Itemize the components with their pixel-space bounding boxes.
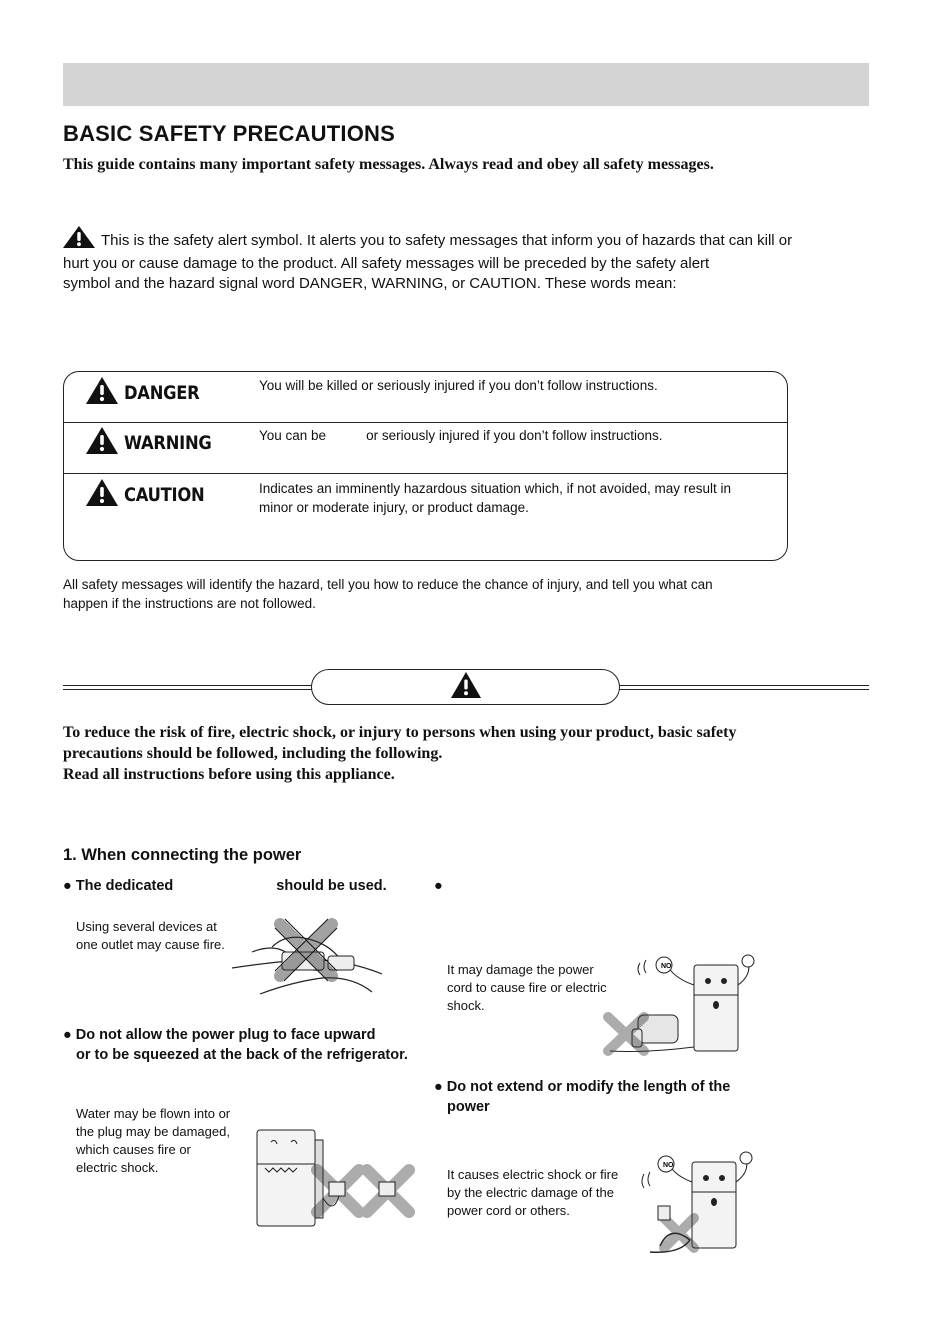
note-line-1: All safety messages will identify the hazard, tell you how to reduce the chance of injury, and tell you what can [63, 577, 713, 592]
warning-desc-part-b: or seriously injured if you don’t follow instructions. [366, 428, 663, 443]
fridge-back-plug-illustration [255, 1128, 415, 1233]
bullet-dot: ● [434, 878, 443, 894]
note-line: shock. [447, 998, 485, 1013]
intro-text: This guide contains many important safety messages. Always read and obey all safety messages. [63, 156, 714, 173]
header-bar [63, 63, 869, 106]
box-divider [64, 473, 787, 474]
bullet-text: or to be squeezed at the back of the refrigerator. [76, 1047, 408, 1063]
note-several-devices [76, 918, 236, 954]
multi-outlet-illustration [232, 912, 382, 1007]
bullet-dot: ● [63, 878, 76, 894]
note-line: cord to cause fire or electric [447, 980, 607, 995]
signal-word-warning: WARNING [124, 432, 212, 454]
warning-header-pill [311, 669, 620, 705]
no-label: NO [663, 1162, 674, 1169]
note-line: It may damage the power [447, 962, 594, 977]
bullet-extend-cord [434, 1077, 784, 1117]
hazard-identification-note [63, 575, 783, 613]
fridge-character-cord-illustration [640, 1154, 755, 1264]
bullet-dedicated-outlet [63, 876, 423, 896]
reduce-line-3: Read all instructions before using this appliance. [63, 766, 395, 783]
reduce-line-1: To reduce the risk of fire, electric shock, or injury to persons when using your product, basic safety [63, 724, 737, 741]
note-line: Water may be flown into or [76, 1106, 231, 1121]
note-line: Using several devices at [76, 919, 217, 934]
section-title: 1. When connecting the power [63, 846, 302, 864]
separator-line [63, 689, 313, 690]
note-line-2: happen if the instructions are not followed. [63, 596, 316, 611]
reduce-line-2: precautions should be followed, including the following. [63, 745, 443, 762]
no-label: NO [661, 963, 672, 970]
bullet-power-plug [63, 1025, 433, 1065]
note-damage-cord [447, 961, 622, 1015]
note-line: by the electric damage of the [447, 1185, 614, 1200]
caution-desc-line-1: Indicates an imminently hazardous situation which, if not avoided, may result in [259, 481, 731, 496]
warning-triangle-icon [86, 479, 118, 511]
warning-triangle-icon [86, 427, 118, 459]
box-divider [64, 422, 787, 423]
note-line: electric shock. [76, 1160, 159, 1175]
note-line: the plug may be damaged, [76, 1124, 230, 1139]
alert-symbol-paragraph [63, 226, 843, 294]
signal-word-danger: DANGER [124, 382, 200, 404]
warning-description [259, 426, 769, 445]
note-electric-shock [447, 1166, 637, 1220]
signal-words-box [63, 371, 788, 561]
danger-description: You will be killed or seriously injured if you don’t follow instructions. [259, 378, 658, 393]
bullet-dot: ● [434, 1079, 447, 1095]
bullet-text: Do not extend or modify the length of the [446, 1079, 731, 1095]
caution-description [259, 479, 769, 517]
warning-triangle-icon [86, 377, 118, 409]
warning-label [86, 427, 226, 459]
note-line: one outlet may cause fire. [76, 937, 225, 952]
separator-line [619, 685, 869, 686]
bullet-text-a: The dedicated [75, 878, 174, 894]
separator-line [619, 689, 869, 690]
separator-line [63, 685, 313, 686]
note-line: power cord or others. [447, 1203, 570, 1218]
danger-label [86, 377, 212, 409]
page-title: BASIC SAFETY PRECAUTIONS [63, 121, 395, 146]
reduce-risk-paragraph [63, 722, 843, 785]
warning-desc-part-a: You can be [259, 428, 327, 443]
bullet-text-b: should be used. [276, 878, 387, 894]
note-water-plug [76, 1105, 246, 1177]
caution-label [86, 479, 217, 511]
alert-line-3: symbol and the hazard signal word DANGER, WARNING, or CAUTION. These words mean: [63, 275, 677, 292]
bullet-text: Do not allow the power plug to face upward [75, 1027, 376, 1043]
warning-triangle-icon [451, 672, 481, 703]
alert-line-1: This is the safety alert symbol. It alerts you to safety messages that inform you of hazards that can kill or [101, 232, 793, 249]
note-line: It causes electric shock or fire [447, 1167, 619, 1182]
fridge-character-illustration [606, 955, 756, 1060]
alert-line-2: hurt you or cause damage to the product. All safety messages will be preceded by the safety alert [63, 255, 710, 272]
signal-word-caution: CAUTION [124, 484, 205, 506]
caution-desc-line-2: minor or moderate injury, or product damage. [259, 500, 529, 515]
warning-triangle-icon [63, 226, 95, 254]
note-line: which causes fire or [76, 1142, 191, 1157]
bullet-dot: ● [63, 1027, 76, 1043]
bullet-text: power [447, 1099, 490, 1115]
